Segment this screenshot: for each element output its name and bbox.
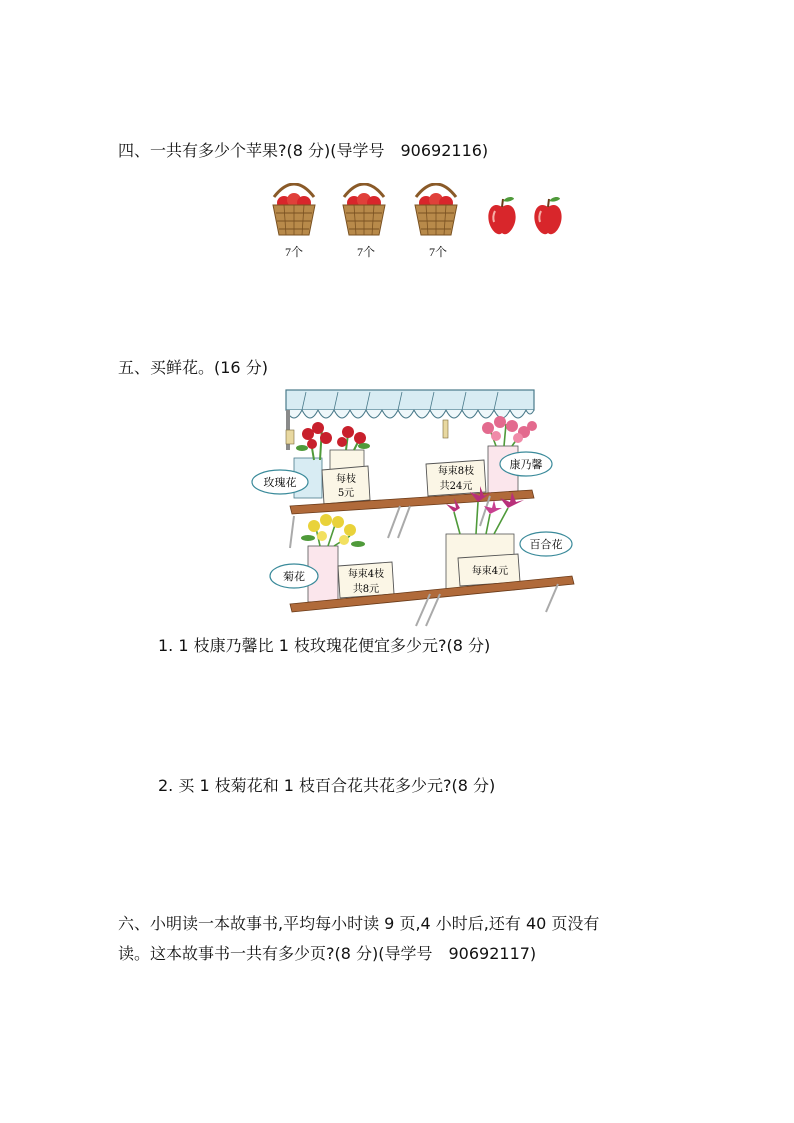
rose-price-line-1: 每枝 [336,474,356,485]
basket-icon-3 [415,184,457,235]
question-6-line-1: 六、小明读一本故事书,平均每小时读 9 页,4 小时后,还有 40 页没有 [118,914,600,933]
lily-name-bubble [520,532,572,556]
rose-name-bubble [252,470,308,494]
flower-shop-illustration [250,388,590,628]
chrysanthemum-price-tag [338,562,394,598]
chrysanthemum-name-bubble [270,564,318,588]
rose-price-line-2: 5元 [337,488,355,499]
basket-icon-2 [343,184,385,235]
carnation-name: 康乃馨 [509,458,543,471]
rose-name: 玫瑰花 [263,476,297,489]
apple-icon-2 [534,197,561,234]
carnation-price-line-2: 共24元 [439,481,473,492]
question-4-title: 四、一共有多少个苹果?(8 分)(导学号 90692116) [118,141,489,160]
question-5-sub-1: 1. 1 枝康乃馨比 1 枝玫瑰花便宜多少元?(8 分) [158,636,491,655]
rose-price-tag [322,466,370,504]
lily-price-tag [458,554,520,586]
lily-name: 百合花 [529,538,563,551]
question-6-line-2: 读。这本故事书一共有多少页?(8 分)(导学号 90692117) [118,944,537,963]
question-5-sub-2: 2. 买 1 枝菊花和 1 枝百合花共花多少元?(8 分) [158,776,496,795]
lily-price-line-1: 每束4元 [471,566,509,577]
flower-shop-art [250,388,590,628]
chrysanthemum-name: 菊花 [283,570,305,583]
chrysanthemum-price-line-2: 共8元 [352,584,380,595]
carnation-price-line-1: 每束8枝 [437,466,475,477]
basket-label-2: 7个 [356,245,375,259]
carnation-price-tag [426,460,486,496]
basket-label-3: 7个 [428,245,447,259]
apple-icon-1 [488,197,515,234]
basket-and-apples-art [268,183,568,243]
chrysanthemum-price-line-1: 每束4枝 [347,569,385,580]
question-5-title: 五、买鲜花。(16 分) [118,358,268,377]
carnation-name-bubble [500,452,552,476]
basket-label-1: 7个 [284,245,303,259]
basket-icon-1 [273,184,315,235]
